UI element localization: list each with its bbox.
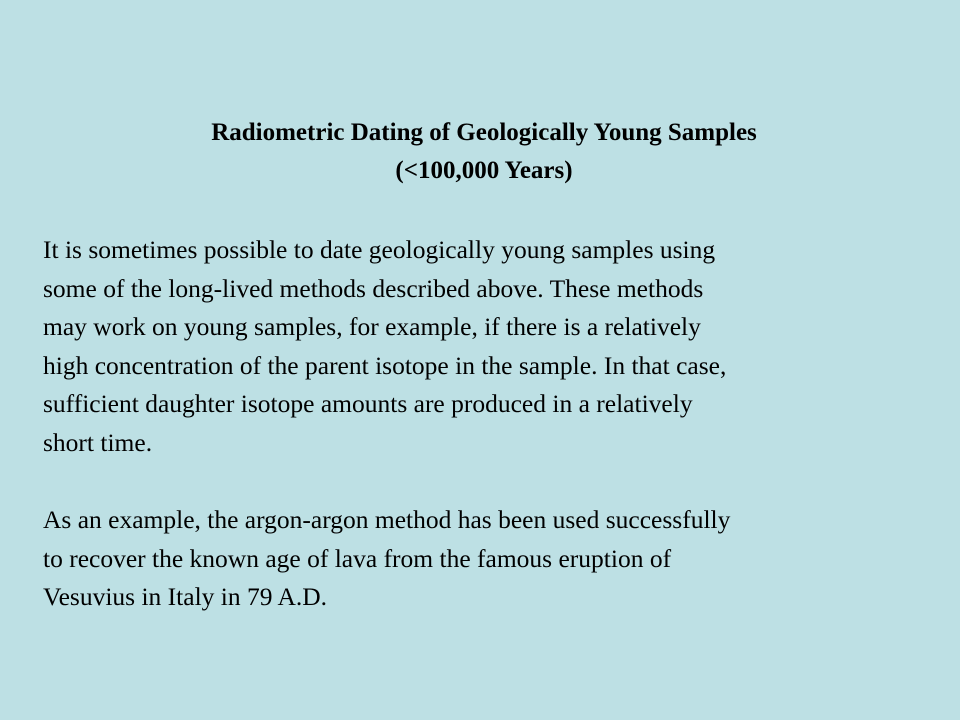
- paragraph-line: sufficient daughter isotope amounts are produced in a relatively: [43, 389, 693, 418]
- paragraph-line: short time.: [43, 427, 153, 457]
- title-line-1: Radiometric Dating of Geologically Young Samples: [211, 119, 757, 146]
- paragraph-line: Vesuvius in Italy in 79 A.D.: [43, 582, 328, 611]
- paragraph-line: may work on young samples, for example, if there is a relatively: [43, 312, 701, 341]
- paragraph-line: high concentration of the parent isotope in the sample. In that case,: [43, 350, 727, 380]
- paragraph-young-samples: [43, 231, 923, 462]
- paragraph-line: some of the long-lived methods described above. These methods: [43, 273, 704, 303]
- slide-title: [0, 114, 960, 190]
- paragraph-line: As an example, the argon-argon method has been used successfully: [43, 505, 731, 534]
- paragraph-line: to recover the known age of lava from the famous eruption of: [43, 543, 672, 573]
- paragraph-line: It is sometimes possible to date geologically young samples using: [43, 235, 716, 264]
- paragraph-argon-example: [43, 501, 923, 617]
- title-line-2: (<100,000 Years): [395, 157, 573, 184]
